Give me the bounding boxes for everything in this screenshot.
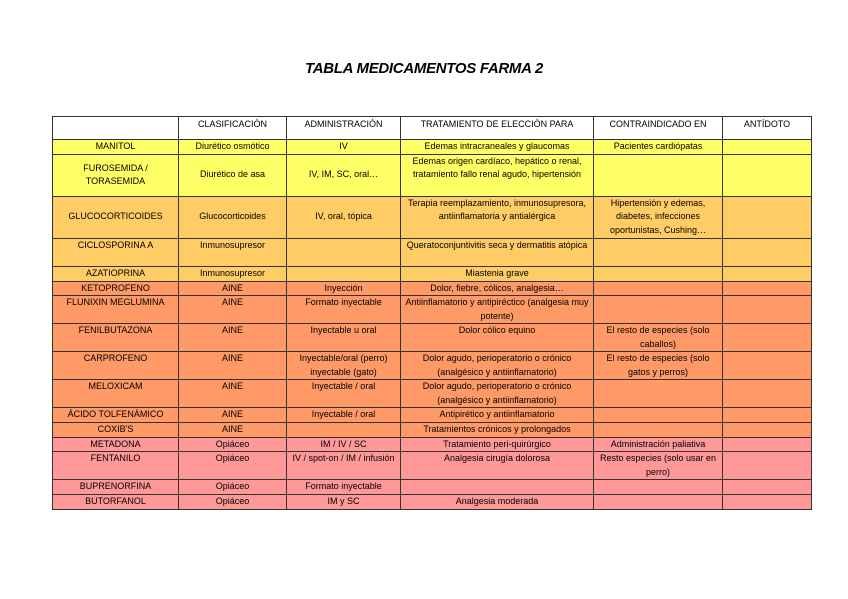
cell-treatment: Tratamientos crónicos y prolongados [401,423,594,438]
cell-antidote [723,408,812,423]
cell-treatment: Miastenia grave [401,266,594,281]
header-drug [53,117,179,140]
cell-antidote [723,140,812,155]
table-row [53,266,812,281]
cell-administration: IM y SC [287,495,401,510]
cell-classification: Diurético osmótico [179,140,287,155]
table-row [53,154,812,196]
header-administration: ADMINISTRACIÓN [287,117,401,140]
cell-antidote [723,437,812,452]
cell-classification: Diurético de asa [179,154,287,196]
cell-treatment: Antipirético y antiinflamatorio [401,408,594,423]
table-row [53,437,812,452]
table-row [53,296,812,324]
cell-treatment: Dolor agudo, perioperatorio o crónico (analgésico y antiinflamatorio) [401,352,594,380]
cell-treatment: Edemas intracraneales y glaucomas [401,140,594,155]
cell-antidote [723,266,812,281]
cell-antidote [723,196,812,238]
cell-administration [287,266,401,281]
table-row [53,324,812,352]
cell-classification: Opiáceo [179,437,287,452]
cell-treatment [401,480,594,495]
page-title: TABLA MEDICAMENTOS FARMA 2 [304,60,544,77]
cell-classification: AINE [179,296,287,324]
cell-classification: AINE [179,324,287,352]
cell-contraindication: Hipertensión y edemas, diabetes, infecciones oportunistas, Cushing… [594,196,723,238]
cell-treatment: Analgesia cirugía dolorosa [401,452,594,480]
cell-administration: Inyectable / oral [287,380,401,408]
cell-antidote [723,296,812,324]
cell-drug-name: COXIB'S [53,423,179,438]
cell-drug-name: FUROSEMIDA / TORASEMIDA [53,154,179,196]
cell-drug-name: MANITOL [53,140,179,155]
table-row [53,352,812,380]
header-contraindicated: CONTRAINDICADO EN [594,117,723,140]
cell-treatment: Analgesia moderada [401,495,594,510]
cell-treatment: Terapia reemplazamiento, inmunosupresora, antiinflamatoria y antialérgica [401,196,594,238]
cell-administration: Inyectable / oral [287,408,401,423]
cell-treatment: Edemas origen cardíaco, hepático o renal, tratamiento fallo renal agudo, hipertensión [401,154,594,196]
cell-classification: AINE [179,352,287,380]
cell-treatment: Dolor agudo, perioperatorio o crónico (analgésico y antiinflamatorio) [401,380,594,408]
cell-classification: AINE [179,423,287,438]
cell-drug-name: FENTANILO [53,452,179,480]
table-row [53,238,812,266]
cell-antidote [723,154,812,196]
cell-classification: Opiáceo [179,480,287,495]
table-row [53,380,812,408]
cell-classification: Opiáceo [179,452,287,480]
cell-treatment: Tratamiento peri-quirúrgico [401,437,594,452]
cell-contraindication [594,154,723,196]
medications-table [52,116,812,510]
header-treatment: TRATAMIENTO DE ELECCIÓN PARA [401,117,594,140]
table-row [53,495,812,510]
cell-contraindication [594,266,723,281]
cell-administration: Inyectable/oral (perro) inyectable (gato) [287,352,401,380]
table-row [53,281,812,296]
cell-administration: Inyección [287,281,401,296]
table-row [53,452,812,480]
cell-administration: IV / spot-on / IM / infusión [287,452,401,480]
cell-antidote [723,423,812,438]
cell-antidote [723,281,812,296]
cell-administration: Formato inyectable [287,480,401,495]
cell-administration: IM / IV / SC [287,437,401,452]
cell-contraindication [594,423,723,438]
cell-drug-name: BUTORFANOL [53,495,179,510]
cell-antidote [723,380,812,408]
cell-drug-name: KETOPROFENO [53,281,179,296]
cell-antidote [723,495,812,510]
cell-drug-name: ÁCIDO TOLFENÁMICO [53,408,179,423]
cell-antidote [723,352,812,380]
cell-contraindication [594,296,723,324]
header-antidote: ANTÍDOTO [723,117,812,140]
cell-drug-name: METADONA [53,437,179,452]
cell-contraindication: Administración paliativa [594,437,723,452]
cell-drug-name: CARPROFENO [53,352,179,380]
table-row [53,423,812,438]
header-row [53,117,812,140]
cell-contraindication [594,408,723,423]
cell-treatment: Queratoconjuntivitis seca y dermatitis atópica [401,238,594,266]
cell-treatment: Dolor, fiebre, cólicos, analgesia… [401,281,594,296]
cell-contraindication: El resto de especies (solo caballos) [594,324,723,352]
cell-drug-name: GLUCOCORTICOIDES [53,196,179,238]
cell-contraindication: El resto de especies (solo gatos y perros) [594,352,723,380]
cell-classification: Inmunosupresor [179,266,287,281]
cell-contraindication [594,495,723,510]
table-row [53,480,812,495]
cell-administration: IV, IM, SC, oral… [287,154,401,196]
cell-drug-name: AZATIOPRINA [53,266,179,281]
cell-drug-name: BUPRENORFINA [53,480,179,495]
cell-antidote [723,452,812,480]
cell-antidote [723,238,812,266]
cell-administration: IV, oral, tópica [287,196,401,238]
cell-classification: AINE [179,380,287,408]
cell-classification: AINE [179,408,287,423]
cell-administration: IV [287,140,401,155]
cell-treatment: Antiinflamatorio y antipiréctico (analgesia muy potente) [401,296,594,324]
cell-classification: AINE [179,281,287,296]
cell-contraindication: Pacientes cardiópatas [594,140,723,155]
cell-administration [287,423,401,438]
table-row [53,140,812,155]
cell-classification: Glucocorticoides [179,196,287,238]
cell-antidote [723,324,812,352]
cell-treatment: Dolor cólico equino [401,324,594,352]
cell-administration [287,238,401,266]
cell-contraindication [594,238,723,266]
cell-classification: Inmunosupresor [179,238,287,266]
cell-contraindication [594,281,723,296]
table-row [53,196,812,238]
cell-drug-name: CICLOSPORINA A [53,238,179,266]
cell-drug-name: MELOXICAM [53,380,179,408]
cell-contraindication: Resto especies (solo usar en perro) [594,452,723,480]
header-classification: CLASIFICACIÓN [179,117,287,140]
table-row [53,408,812,423]
cell-administration: Inyectable u oral [287,324,401,352]
cell-drug-name: FLUNIXIN MEGLUMINA [53,296,179,324]
cell-antidote [723,480,812,495]
cell-administration: Formato inyectable [287,296,401,324]
cell-contraindication [594,380,723,408]
cell-classification: Opiáceo [179,495,287,510]
cell-drug-name: FENILBUTAZONA [53,324,179,352]
cell-contraindication [594,480,723,495]
